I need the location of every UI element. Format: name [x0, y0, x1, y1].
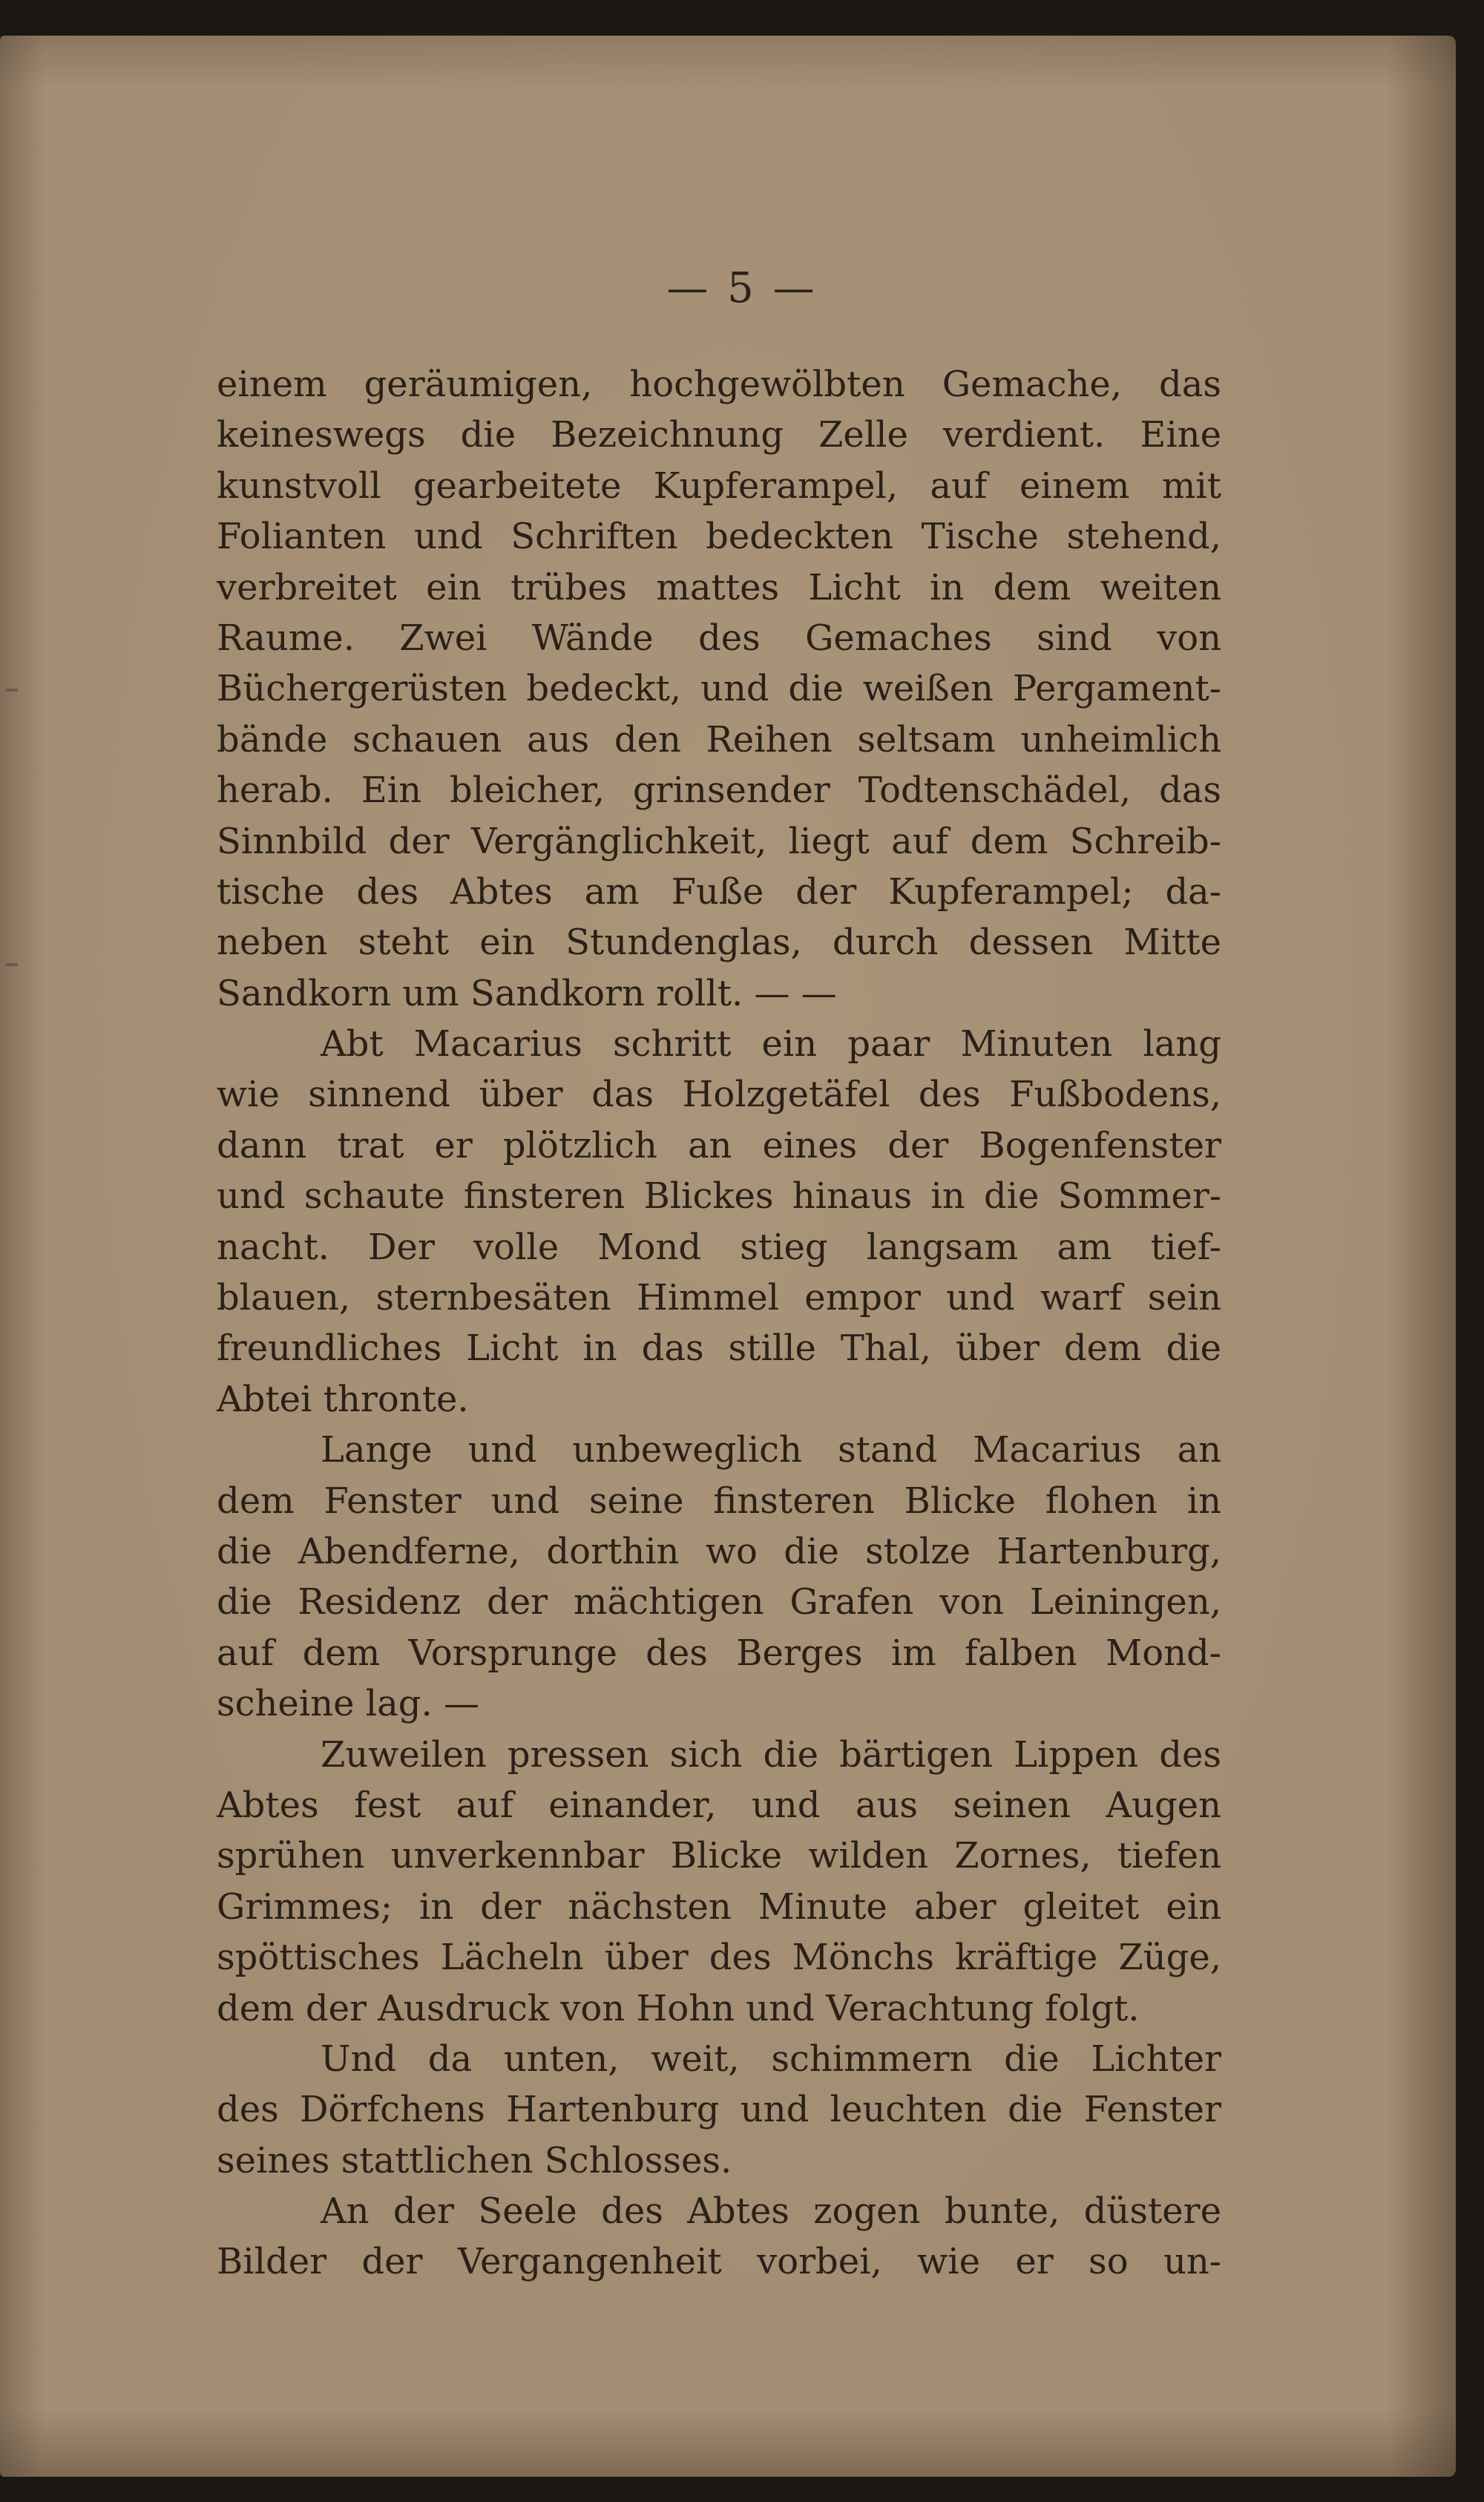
text-line: Raume. Zwei Wände des Gemaches sind von [217, 617, 1221, 659]
text-line: bände schauen aus den Reihen seltsam unheimlich [217, 718, 1221, 761]
text-line: Abtei thronte. [217, 1378, 469, 1420]
text-line: nacht. Der volle Mond stieg langsam am tief- [217, 1226, 1221, 1268]
text-line: Sandkorn um Sandkorn rollt. — — [217, 972, 837, 1014]
text-line: An der Seele des Abtes zogen bunte, düstere [321, 2190, 1221, 2233]
page-edge-mark [6, 689, 18, 692]
text-line: freundliches Licht in das stille Thal, über dem die [217, 1327, 1221, 1370]
text-line: spöttisches Lächeln über des Mönchs kräftige Züge, [217, 1937, 1221, 1979]
text-line: verbreitet ein trübes mattes Licht in dem weiten [217, 566, 1221, 608]
text-line: Bilder der Vergangenheit vorbei, wie er so un- [217, 2241, 1221, 2283]
text-line: Abtes fest auf einander, und aus seinen Augen [217, 1784, 1221, 1826]
text-line: des Dörfchens Hartenburg und leuchten die Fenster [217, 2089, 1221, 2131]
text-line: dem der Ausdruck von Hohn und Verachtung folgt. [217, 1987, 1140, 2029]
text-line: einem geräumigen, hochgewölbten Gemache, das [217, 364, 1221, 405]
text-line: Zuweilen pressen sich die bärtigen Lippen des [321, 1733, 1221, 1776]
text-line: die Abendferne, dorthin wo die stolze Hartenburg, [217, 1530, 1221, 1572]
text-line: wie sinnend über das Holzgetäfel des Fußbodens, [217, 1074, 1221, 1116]
text-line: Büchergerüsten bedeckt, und die weißen Pergament- [217, 668, 1221, 710]
text-line: tische des Abtes am Fuße der Kupferampel; da- [217, 870, 1221, 913]
text-line: Und da unten, weit, schimmern die Lichter [321, 2038, 1221, 2080]
text-line: Abt Macarius schritt ein paar Minuten lang [321, 1023, 1221, 1066]
text-line: dem Fenster und seine finsteren Blicke flohen in [217, 1480, 1221, 1522]
body-text [217, 359, 1221, 2288]
text-line: Lange und unbeweglich stand Macarius an [321, 1429, 1221, 1471]
text-line: herab. Ein bleicher, grinsender Todtenschädel, das [217, 769, 1221, 812]
text-line: keineswegs die Bezeichnung Zelle verdient. Eine [217, 414, 1221, 456]
text-line: Sinnbild der Vergänglichkeit, liegt auf dem Schreib- [217, 820, 1221, 862]
text-line: und schaute finsteren Blickes hinaus in die Sommer- [217, 1175, 1221, 1218]
text-line: kunstvoll gearbeitete Kupferampel, auf einem mit [217, 464, 1221, 507]
text-line: sprühen unverkennbar Blicke wilden Zornes, tiefen [217, 1835, 1221, 1877]
text-line: neben steht ein Stundenglas, durch dessen Mitte [217, 922, 1221, 964]
text-line: Folianten und Schriften bedeckten Tische stehend, [217, 516, 1221, 558]
text-line: Grimmes; in der nächsten Minute aber gleitet ein [217, 1885, 1221, 1928]
text-line: blauen, sternbesäten Himmel empor und warf sein [217, 1277, 1221, 1319]
text-line: scheine lag. — [217, 1683, 479, 1725]
page-number: — 5 — [666, 264, 818, 312]
page-edge-mark [6, 963, 18, 966]
text-line: dann trat er plötzlich an eines der Bogenfenster [217, 1124, 1221, 1166]
text-line: seines stattlichen Schlosses. [217, 2139, 732, 2181]
text-line: die Residenz der mächtigen Grafen von Leiningen, [217, 1581, 1221, 1623]
text-line: auf dem Vorsprunge des Berges im falben Mond- [217, 1632, 1221, 1674]
